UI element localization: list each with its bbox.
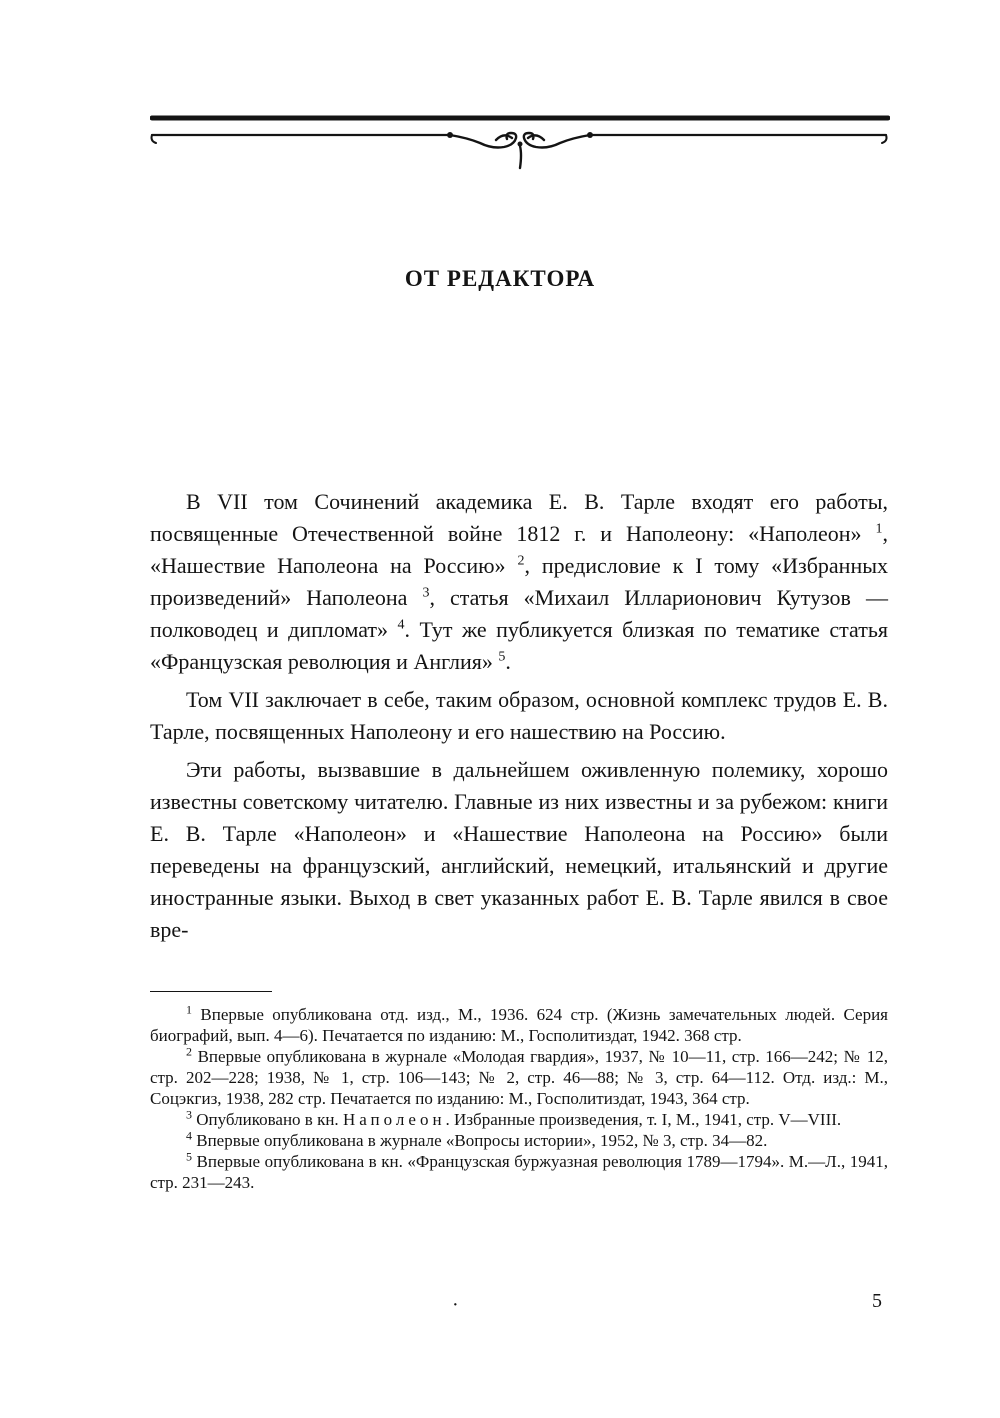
paragraph-1-text: В VII том Сочинений академика Е. В. Тарле входят его работы, посвященные Отечественной войне 1812 г. и Наполеону: «Наполеон»	[150, 489, 888, 546]
footnote-text: Впервые опубликована отд. изд., М., 1936. 624 стр. (Жизнь замечательных людей. Серия биографий, вып. 4—6). Печатается по изданию: М., Госполитиздат, 1942. 368 стр.	[150, 1005, 888, 1045]
footnote-number: 4	[186, 1128, 192, 1143]
footnote-text: Впервые опубликована в журнале «Вопросы истории», 1952, № 3, стр. 34—82.	[196, 1131, 768, 1150]
paragraph-1-text: , статья «Михаил Илларионович Кутузов — полководец и дипломат»	[150, 585, 888, 642]
footnote-ref-3: 3	[422, 585, 430, 601]
headpiece-right-curl	[882, 135, 887, 143]
headpiece-left-curl	[152, 135, 157, 143]
paragraph-1-text: , «Нашествие Наполеона на Россию»	[150, 521, 888, 578]
footnote-ref-2: 2	[517, 553, 525, 569]
footnote-separator	[150, 991, 272, 992]
footnote-3	[150, 1109, 888, 1130]
footnote-ref-1: 1	[875, 521, 883, 537]
footnote-ref-4: 4	[397, 617, 405, 633]
page-number: 5	[872, 1290, 882, 1312]
footnote-author-spaced: Наполеон	[342, 1110, 446, 1129]
footnote-ref-5: 5	[498, 649, 506, 665]
footnote-number: 2	[186, 1044, 192, 1059]
footnote-4	[150, 1130, 888, 1151]
footnote-text: Опубликовано в кн.	[196, 1110, 343, 1129]
footnote-text: . Избранные произведения, т. I, М., 1941, стр. V—VIII.	[445, 1110, 842, 1129]
paragraph-1-text: , предисловие к I тому «Избранных произведений» Наполеона	[150, 553, 888, 610]
ornamental-headpiece	[150, 110, 890, 180]
chapter-title: ОТ РЕДАКТОРА	[404, 266, 596, 291]
footnote-5	[150, 1151, 888, 1193]
footnote-number: 3	[186, 1107, 192, 1122]
paragraph-2: Том VII заключает в себе, таким образом, основной комплекс трудов Е. В. Тарле, посвященных Наполеону и его нашествию на Россию.	[150, 687, 888, 744]
paragraph-1-text: .	[505, 649, 511, 674]
footnote-1	[150, 1004, 888, 1046]
paragraph-1-text: . Тут же публикуется близкая по тематике статья «Французская революция и Англия»	[150, 617, 888, 674]
footnote-text: Впервые опубликована в кн. «Французская буржуазная революция 1789—1794». М.—Л., 1941, стр. 231—243.	[150, 1152, 888, 1192]
paragraph-3: Эти работы, вызвавшие в дальнейшем оживленную полемику, хорошо известны советскому читателю. Главные из них известны и за рубежом: книги Е. В. Тарле «Наполеон» и «Нашествие Наполеона на Россию» были переведены на французский, английский, немецкий, итальянский и другие иностранные языки. Выход в свет указанных работ Е. В. Тарле явился в свое вре-	[150, 757, 888, 942]
headpiece-flourish	[450, 133, 590, 168]
stray-mark: ·	[452, 1294, 459, 1316]
paragraph-1	[150, 486, 888, 678]
footnote-number: 1	[186, 1002, 192, 1017]
footnote-text: Впервые опубликована в журнале «Молодая гвардия», 1937, № 10—11, стр. 166—242; № 12, стр. 202—228; 1938, № 1, стр. 106—143; № 2, стр. 46—88; № 3, стр. 64—112. Отд. изд.: М., Соцэкгиз, 1938, 282 стр. Печатается по изданию: М., Госполитиздат, 1943, 364 стр.	[150, 1047, 889, 1108]
footnote-number: 5	[186, 1149, 192, 1164]
footnotes	[150, 1004, 888, 1193]
footnote-2	[150, 1046, 888, 1109]
main-text	[150, 486, 888, 952]
